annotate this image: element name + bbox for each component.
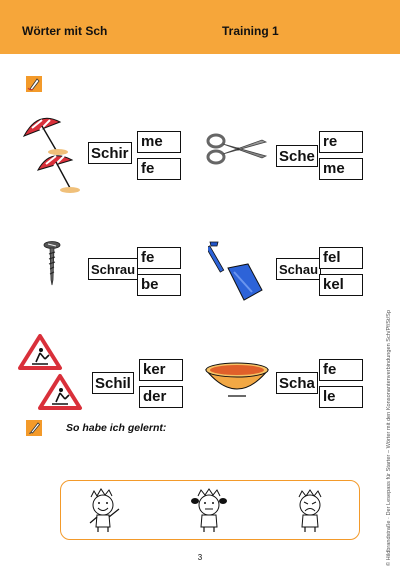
training-label: Training 1 <box>222 24 279 38</box>
pencil-task-icon <box>26 76 42 92</box>
copyright-note: © Hildbrandstraße · Der Lesepass für Starter – Wörter mit den Konsonantenverbindungen Sch/Pf/St/Sp <box>386 310 392 566</box>
screw-picture <box>42 240 62 286</box>
syllable-choice[interactable]: fe <box>137 247 181 269</box>
worksheet-title: Wörter mit Sch <box>22 24 108 38</box>
beach-umbrella-picture <box>20 108 80 196</box>
word-stem-2: Sche <box>276 145 318 167</box>
syllable-choice[interactable]: me <box>319 158 363 180</box>
page-header <box>0 0 400 54</box>
syllable-choice[interactable]: re <box>319 131 363 153</box>
syllable-choice[interactable]: fe <box>319 359 363 381</box>
happy-face-icon[interactable] <box>83 487 129 533</box>
page-number: 3 <box>197 553 203 562</box>
syllable-choice[interactable]: fel <box>319 247 363 269</box>
warning-sign-picture <box>18 334 84 412</box>
syllable-choice[interactable]: kel <box>319 274 363 296</box>
sad-face-icon[interactable] <box>287 487 333 533</box>
word-stem-5: Schil <box>92 372 134 394</box>
brush-reflect-icon <box>26 420 42 436</box>
word-stem-4: Schau <box>276 258 321 280</box>
reflection-prompt: So habe ich gelernt: <box>66 422 167 434</box>
bowl-picture <box>204 360 270 400</box>
syllable-choice[interactable]: le <box>319 386 363 408</box>
syllable-choice[interactable]: fe <box>137 158 181 180</box>
word-stem-1: Schir <box>88 142 132 164</box>
syllable-choice[interactable]: me <box>137 131 181 153</box>
scissors-picture <box>206 132 268 166</box>
syllable-choice[interactable]: der <box>139 386 183 408</box>
syllable-choice[interactable]: ker <box>139 359 183 381</box>
word-stem-6: Scha <box>276 372 318 394</box>
self-assessment-box <box>60 480 360 540</box>
shovel-picture <box>208 240 266 302</box>
syllable-choice[interactable]: be <box>137 274 181 296</box>
word-stem-3: Schrau <box>88 258 138 280</box>
neutral-face-icon[interactable] <box>186 487 232 533</box>
